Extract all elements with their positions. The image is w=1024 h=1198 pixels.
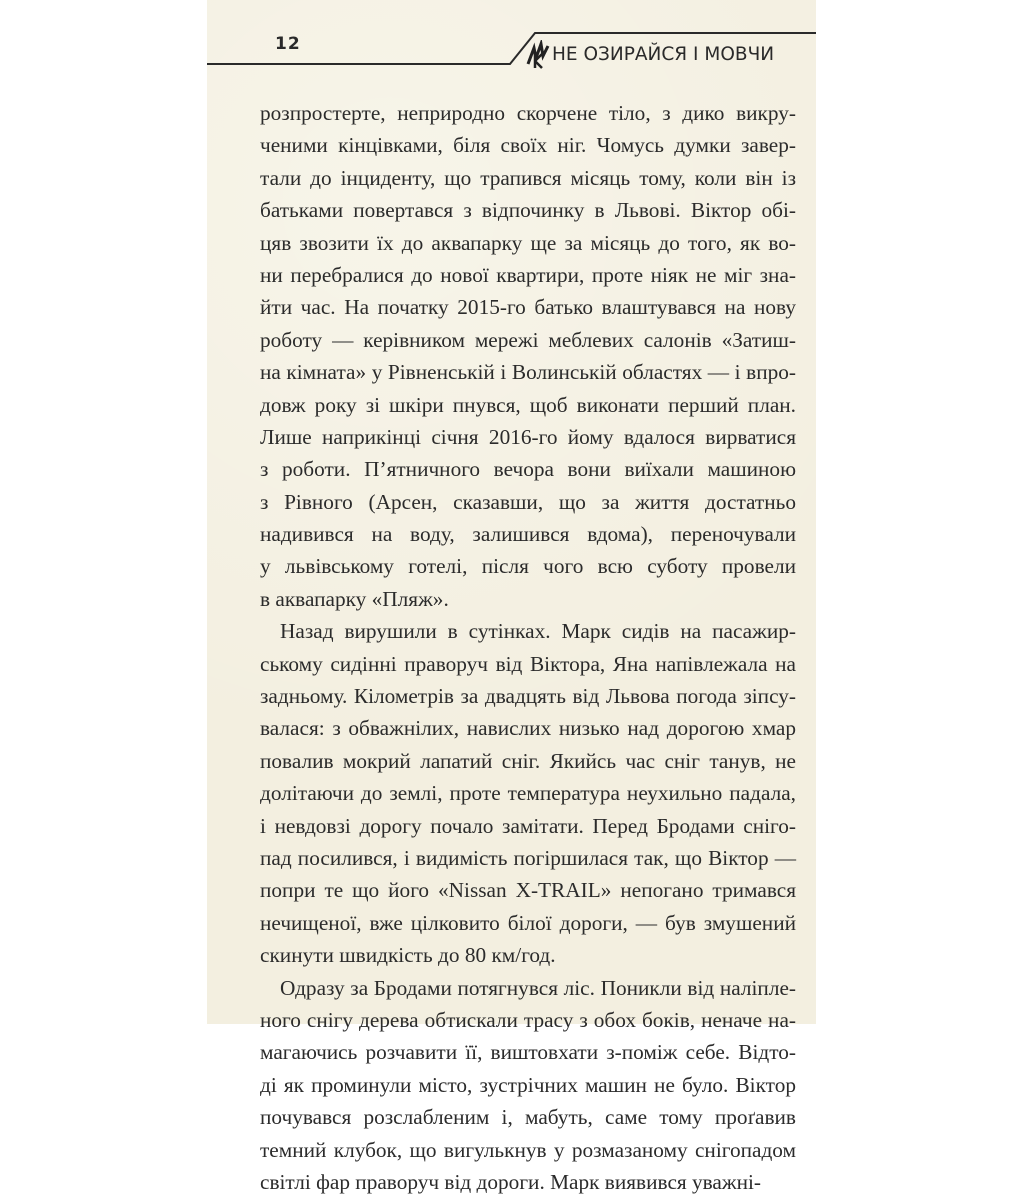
page-number: 12	[275, 34, 301, 54]
text-line: світлі фар праворуч від дороги. Марк виявився уважні-	[260, 1169, 762, 1194]
paragraph	[260, 972, 796, 1198]
text-line: Лише наприкінці січня 2016-го йому вдалося вирватися	[260, 424, 796, 449]
text-line: валася: з обважнілих, навислих низько над дорогою хмар	[260, 716, 796, 741]
text-line: скинути швидкість до 80 км/год.	[260, 943, 556, 968]
text-line: пад посилився, і видимість погіршилася так, що Віктор —	[260, 845, 796, 870]
text-line: з Рівного (Арсен, сказавши, що за життя достатньо	[260, 489, 796, 514]
text-line: Назад вирушили в сутінках. Марк сидів на пасажир-	[280, 619, 796, 644]
text-line: на кімната» у Рівненській і Волинській областях — і впро-	[260, 360, 796, 385]
text-line: в аквапарку «Пляж».	[260, 586, 449, 611]
text-line: темний клубок, що вигулькнув у розмазаному снігопадом	[260, 1137, 796, 1162]
text-line: йти час. На початку 2015-го батько влаштувався на нову	[260, 295, 796, 320]
text-line: ченими кінцівками, біля своїх ніг. Чомусь думки завер-	[260, 133, 796, 158]
text-line: нечищеної, вже цілковито білої дороги, — був змушений	[260, 910, 796, 935]
text-line: почувався розслабленим і, мабуть, саме тому проґавив	[260, 1105, 796, 1130]
book-page	[207, 0, 816, 1194]
text-line: роботу — керівником мережі меблевих салонів «Затиш-	[260, 327, 796, 352]
paragraph	[260, 97, 796, 615]
text-line: ді як проминули місто, зустрічних машин не було. Віктор	[260, 1072, 796, 1097]
running-title: НЕ ОЗИРАЙСЯ І МОВЧИ	[552, 44, 775, 65]
text-line: розпростерте, неприродно скорчене тіло, з дико викру-	[260, 101, 796, 125]
paragraph	[260, 615, 796, 971]
text-line: ському сидінні праворуч від Віктора, Яна напівлежала на	[260, 651, 796, 676]
text-line: попри те що його «Nissan X-TRAIL» непогано тримався	[260, 878, 796, 903]
text-line: батьками повертався з відпочинку в Львові. Віктор обі-	[260, 198, 796, 223]
text-line: довж року зі шкіри пнувся, щоб виконати перший план.	[260, 392, 796, 417]
body-text	[260, 97, 796, 1198]
text-line: у львівському готелі, після чого всю суботу провели	[260, 554, 796, 579]
text-line: магаючись розчавити її, виштовхати з-поміж себе. Відто-	[260, 1040, 796, 1065]
text-line: долітаючи до землі, проте температура неухильно падала,	[260, 781, 796, 806]
text-line: задньому. Кілометрів за двадцять від Львова погода зіпсу-	[260, 684, 796, 709]
text-line: ного снігу дерева обтискали трасу з обох боків, неначе на-	[260, 1007, 796, 1032]
text-line: і невдовзі дорогу почало замітати. Перед Бродами сніго-	[260, 813, 796, 838]
publisher-logo-icon	[525, 40, 551, 70]
text-line: надивився на воду, залишився вдома), переночували	[260, 522, 796, 547]
text-line: з роботи. П’ятничного вечора вони виїхали машиною	[260, 457, 796, 482]
text-line: цяв звозити їх до аквапарку ще за місяць до того, як во-	[260, 230, 796, 255]
text-line: повалив мокрий лапатий сніг. Якийсь час сніг танув, не	[260, 748, 796, 773]
text-line: ни перебралися до нової квартири, проте ніяк не міг зна-	[260, 262, 796, 287]
text-line: тали до інциденту, що трапився місяць тому, коли він із	[260, 165, 796, 190]
text-line: Одразу за Бродами потягнувся ліс. Поникли від наліпле-	[280, 975, 796, 1000]
